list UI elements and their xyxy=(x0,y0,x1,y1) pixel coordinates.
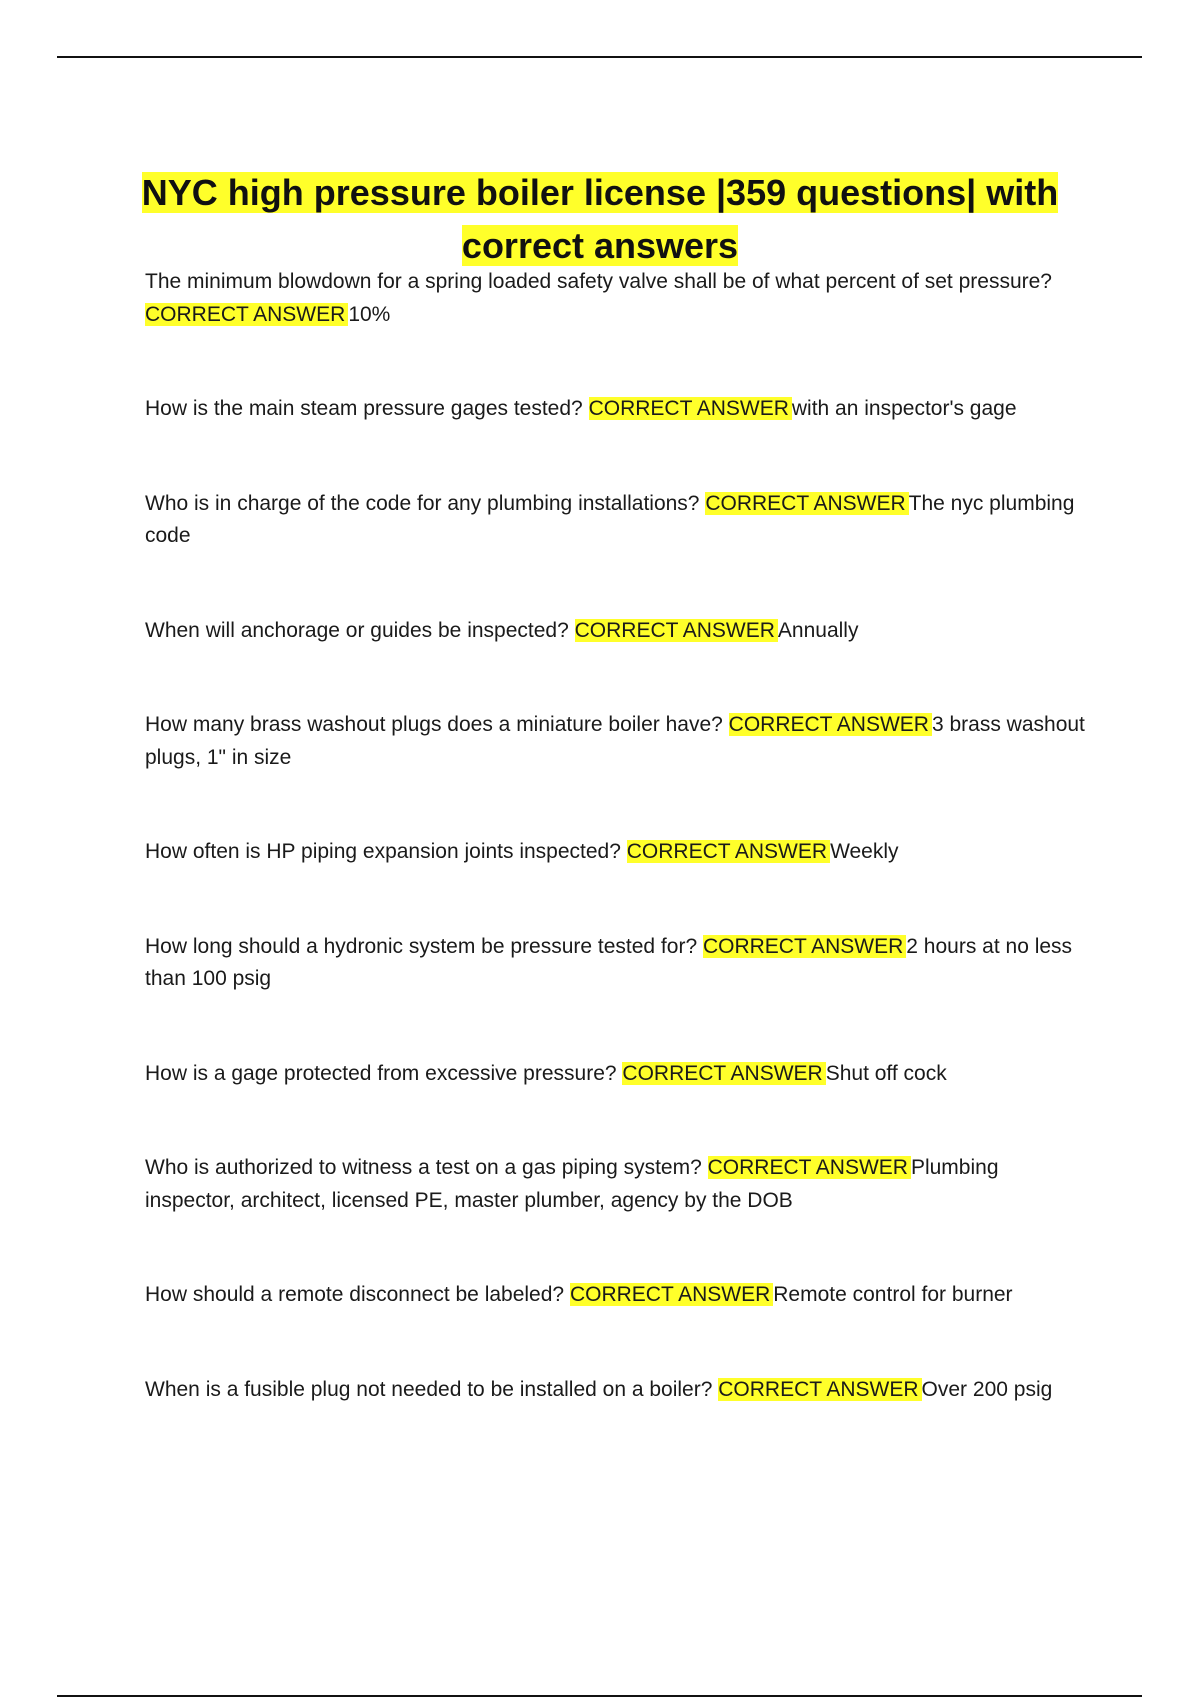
answer-text: Plumbing inspector, architect, licensed PE, master plumber, agency by the DOB xyxy=(145,1156,999,1212)
correct-answer-tag: CORRECT ANSWER xyxy=(589,397,792,420)
question-text: How should a remote disconnect be labeled? xyxy=(145,1283,565,1306)
qa-item xyxy=(145,1279,1090,1312)
question-text: When is a fusible plug not needed to be installed on a boiler? xyxy=(145,1377,713,1401)
question-text: How many brass washout plugs does a miniature boiler have? xyxy=(145,713,723,736)
answer-text: Weekly xyxy=(830,840,899,863)
answer-text: 3 brass washout plugs, 1" in size xyxy=(145,713,1085,769)
page-title xyxy=(100,166,1100,272)
question-text: How is the main steam pressure gages tested? xyxy=(145,397,583,420)
answer-text: 2 hours at no less than 100 psig xyxy=(145,934,1073,990)
answer-text: Shut off cock xyxy=(825,1061,947,1085)
qa-item xyxy=(145,931,1090,996)
answer-text: Over 200 psig xyxy=(921,1377,1053,1401)
footer-rule xyxy=(57,1695,1142,1697)
qa-item xyxy=(145,1152,1090,1217)
question-text: Who is in charge of the code for any plumbing installations? xyxy=(145,491,700,515)
correct-answer-tag: CORRECT ANSWER xyxy=(708,1156,911,1179)
correct-answer-tag: CORRECT ANSWER xyxy=(575,619,778,642)
title-highlight: NYC high pressure boiler license |359 questions| with correct answers xyxy=(141,172,1059,267)
answer-text: 10% xyxy=(348,302,391,326)
correct-answer-tag: CORRECT ANSWER xyxy=(705,492,908,515)
question-text: How long should a hydronic system be pressure tested for? xyxy=(145,934,698,958)
question-text: How is a gage protected from excessive pressure? xyxy=(145,1061,617,1085)
qa-item xyxy=(145,1058,1090,1091)
header-rule xyxy=(57,56,1142,58)
question-text: How often is HP piping expansion joints inspected? xyxy=(145,840,621,863)
question-text: When will anchorage or guides be inspected? xyxy=(145,618,569,642)
question-text: The minimum blowdown for a spring loaded safety valve shall be of what percent of set pressure? xyxy=(145,270,1052,293)
correct-answer-tag: CORRECT ANSWER xyxy=(145,303,348,326)
correct-answer-tag: CORRECT ANSWER xyxy=(622,1062,825,1085)
qa-item xyxy=(145,615,1090,648)
qa-item xyxy=(145,836,1090,869)
qa-list xyxy=(145,266,1090,1468)
answer-text: Annually xyxy=(777,618,859,642)
question-text: Who is authorized to witness a test on a gas piping system? xyxy=(145,1156,702,1179)
answer-text: The nyc plumbing code xyxy=(145,491,1075,547)
qa-item xyxy=(145,709,1090,774)
correct-answer-tag: CORRECT ANSWER xyxy=(627,840,830,863)
correct-answer-tag: CORRECT ANSWER xyxy=(729,713,932,736)
correct-answer-tag: CORRECT ANSWER xyxy=(570,1283,773,1306)
qa-item xyxy=(145,393,1090,426)
answer-text: Remote control for burner xyxy=(773,1283,1013,1306)
qa-item xyxy=(145,266,1090,331)
qa-item xyxy=(145,488,1090,553)
answer-text: with an inspector's gage xyxy=(791,397,1017,420)
qa-item xyxy=(145,1374,1090,1407)
correct-answer-tag: CORRECT ANSWER xyxy=(703,935,906,958)
correct-answer-tag: CORRECT ANSWER xyxy=(718,1378,921,1401)
